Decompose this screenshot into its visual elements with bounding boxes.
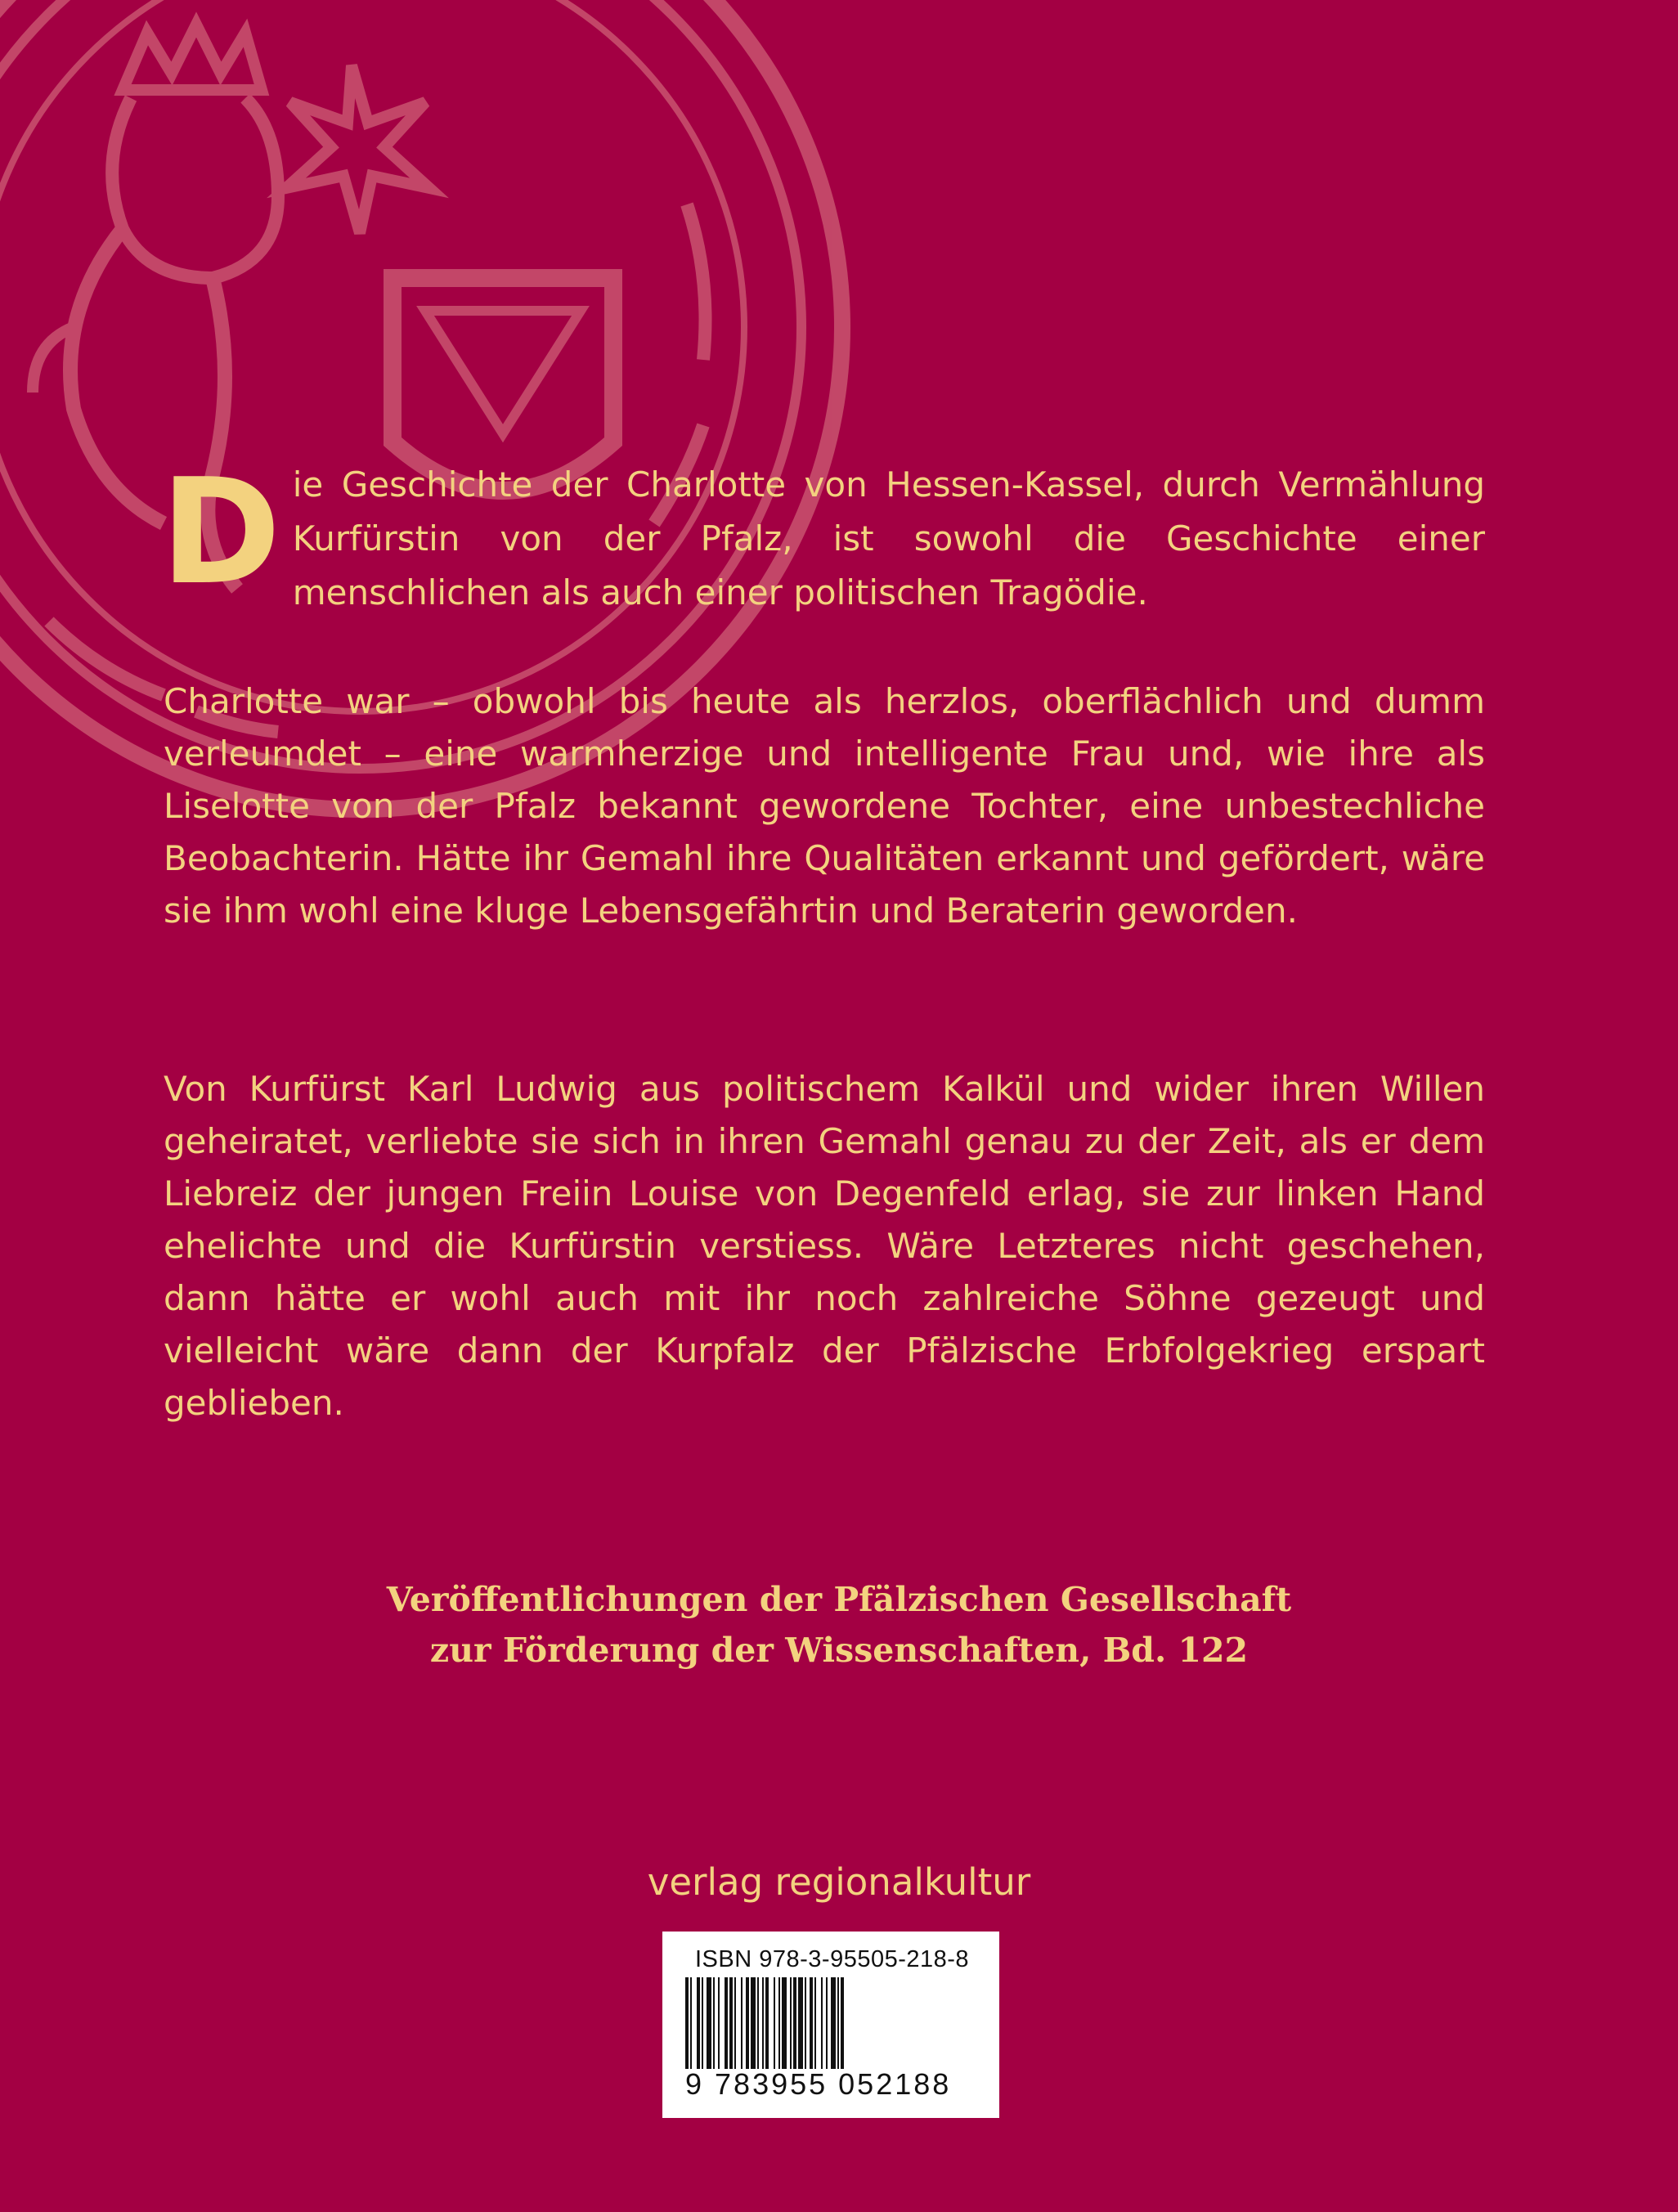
barcode-bar: [826, 1977, 828, 2069]
barcode-bar: [725, 1977, 728, 2069]
paragraph-karl-ludwig: Von Kurfürst Karl Ludwig aus politischem Kalkül und wider ihren Willen geheiratet, verliebte sie sich in ihren Gemahl genau zu der Zeit, als er dem Liebreiz der jungen Freiin Louise von Degenfeld erlag, sie zur linken Hand ehelichte und die Kurfürstin verstiess. Wäre Letzteres nicht geschehen, dann hätte er wohl auch mit ihr noch zahlreiche Söhne gezeugt und vielleicht wäre dann der Kurpfalz der Pfälzische Erbfolgekrieg erspart geblieben.: [164, 1069, 1485, 1423]
barcode-bar: [685, 1977, 689, 2069]
intro-text: ie Geschichte der Charlotte von Hessen-Kassel, durch Vermählung Kurfürstin von der Pfalz, ist sowohl die Geschichte einer menschlichen als auch einer politischen Tragödie.: [292, 464, 1485, 612]
barcode-bar: [762, 1977, 764, 2069]
barcode-bar: [814, 1977, 816, 2069]
barcode-bar: [697, 1977, 700, 2069]
publisher-name: verlag regionalkultur: [647, 1860, 1031, 1904]
barcode-bar: [831, 1977, 836, 2069]
intro-paragraph: [160, 447, 1485, 620]
barcode-bar: [810, 1977, 813, 2069]
series-note: [0, 1574, 1678, 1676]
barcode-digits: 9 783955 052188: [685, 2067, 952, 2101]
barcode-bar: [746, 1977, 749, 2069]
barcode-bar: [757, 1977, 759, 2069]
drop-cap: D: [160, 447, 281, 617]
barcode-bar: [841, 1977, 844, 2069]
barcode-bar: [793, 1977, 796, 2069]
barcode-bar: [782, 1977, 787, 2069]
barcode-bar: [751, 1977, 756, 2069]
barcode-bar: [765, 1977, 769, 2069]
series-line-2: zur Förderung der Wissenschaften, Bd. 122: [429, 1631, 1249, 1670]
barcode-bar: [718, 1977, 720, 2069]
barcode-bar: [805, 1977, 806, 2069]
barcode-bar: [798, 1977, 803, 2069]
barcode-bar: [729, 1977, 733, 2069]
barcode-bar: [821, 1977, 823, 2069]
paragraph-charlotte: Charlotte war – obwohl bis heute als herzlos, oberflächlich und dumm verleumdet – eine warmherzige und intelligente Frau und, wie ihre als Liselotte von der Pfalz bekannt gewordene Tochter, eine unbestechliche Beobachterin. Hätte ihr Gemahl ihre Qualitäten erkannt und gefördert, wäre sie ihm wohl eine kluge Lebensgefährtin und Beraterin geworden.: [164, 681, 1485, 931]
barcode-bar: [778, 1977, 780, 2069]
barcode-bar: [713, 1977, 715, 2069]
barcode-bar: [702, 1977, 703, 2069]
isbn-barcode: [662, 1932, 999, 2118]
isbn-label: ISBN 978-3-95505-218-8: [695, 1946, 970, 1972]
barcode-bar: [734, 1977, 736, 2069]
barcode-bar: [774, 1977, 775, 2069]
barcode-bar: [741, 1977, 743, 2069]
barcode-bar: [690, 1977, 692, 2069]
barcode-bar: [790, 1977, 792, 2069]
barcode-bars-icon: [685, 1977, 980, 2069]
barcode-bar: [837, 1977, 839, 2069]
series-line-1: Veröffentlichungen der Pfälzischen Gesellschaft: [386, 1580, 1292, 1619]
barcode-bar: [707, 1977, 711, 2069]
